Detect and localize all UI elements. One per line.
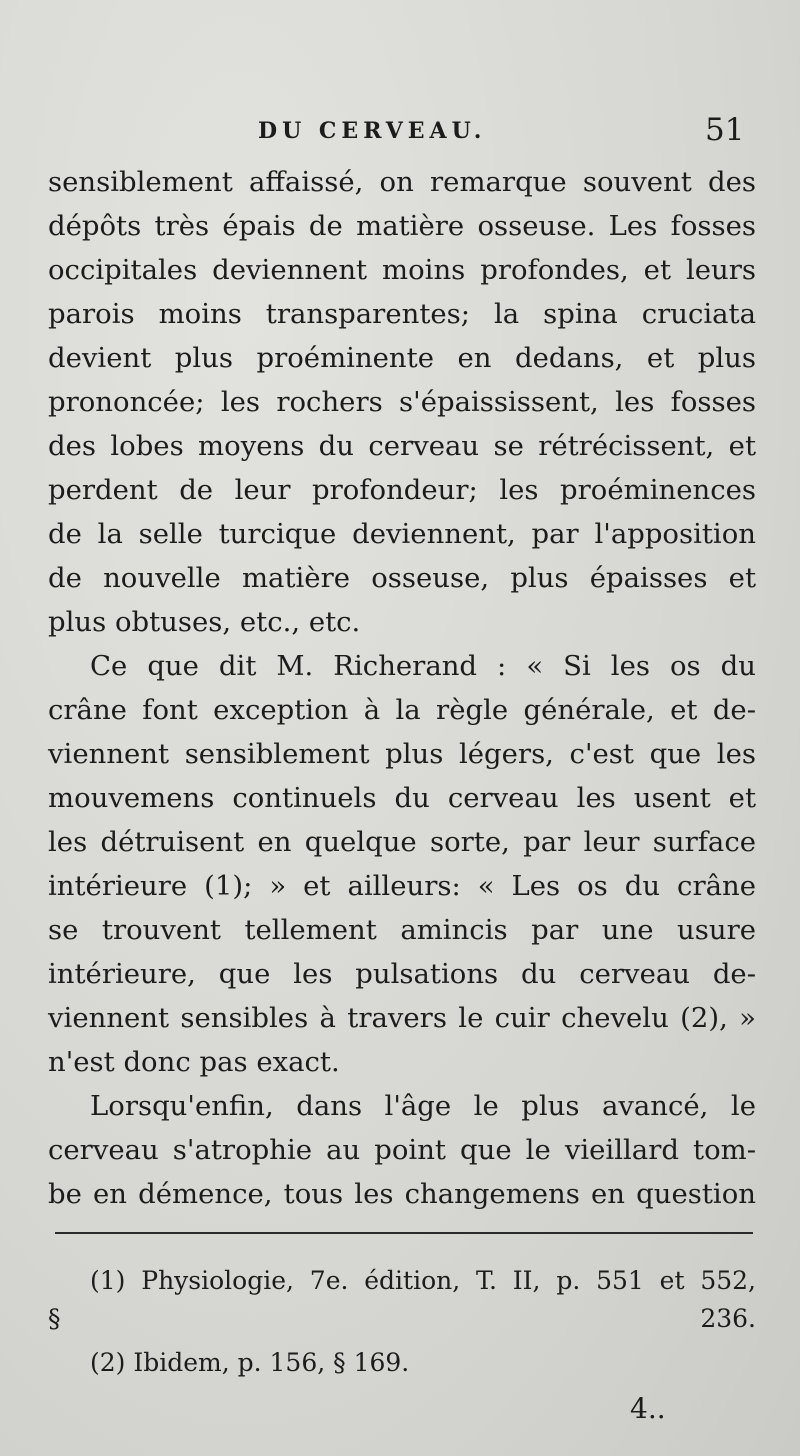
text-line: cerveau s'atrophie au point que le vieillard tom- — [48, 1134, 756, 1166]
footnote-1 — [48, 1262, 756, 1338]
footnotes — [48, 1262, 756, 1388]
text-line: devient plus proéminente en dedans, et plus — [48, 342, 756, 374]
footnote-line: (1) Physiologie, 7e. édition, T. II, p. 551 et 552, — [90, 1266, 756, 1295]
text-line: mouvemens continuels du cerveau les usent et — [48, 782, 756, 814]
text-line: crâne font exception à la règle générale, et de- — [48, 694, 756, 726]
text-line: sensiblement affaissé, on remarque souvent des — [48, 166, 756, 198]
text-line: viennent sensibles à travers le cuir chevelu (2), » — [48, 1002, 756, 1034]
text-line: Lorsqu'enfin, dans l'âge le plus avancé, le — [90, 1090, 756, 1122]
text-line: viennent sensiblement plus légers, c'est que les — [48, 738, 756, 770]
page-number: 51 — [705, 112, 745, 148]
text-line: Ce que dit M. Richerand : « Si les os du — [90, 650, 756, 682]
footnote-line: § 236. — [48, 1304, 756, 1333]
text-line: les détruisent en quelque sorte, par leur surface — [48, 826, 756, 858]
running-head: DU CERVEAU. — [258, 118, 487, 144]
text-line: be en démence, tous les changemens en question — [48, 1178, 756, 1210]
page-header — [0, 112, 800, 152]
signature-mark: 4.. — [630, 1392, 666, 1425]
text-line: de la selle turcique deviennent, par l'apposition — [48, 518, 756, 550]
text-line: intérieure (1); » et ailleurs: « Les os du crâne — [48, 870, 756, 902]
text-line: n'est donc pas exact. — [48, 1046, 340, 1078]
text-line: perdent de leur profondeur; les proéminences — [48, 474, 756, 506]
text-line: des lobes moyens du cerveau se rétrécissent, et — [48, 430, 756, 462]
paragraph-3 — [48, 1084, 756, 1216]
text-line: occipitales deviennent moins profondes, et leurs — [48, 254, 756, 286]
footnote-rule — [55, 1232, 753, 1234]
body-text — [48, 160, 756, 1216]
text-line: se trouvent tellement amincis par une usure — [48, 914, 756, 946]
footnote-2 — [48, 1344, 756, 1382]
text-line: prononcée; les rochers s'épaississent, les fosses — [48, 386, 756, 418]
footnote-line: (2) Ibidem, p. 156, § 169. — [90, 1348, 410, 1377]
text-line: intérieure, que les pulsations du cerveau de- — [48, 958, 756, 990]
text-line: plus obtuses, etc., etc. — [48, 606, 361, 638]
paragraph-1 — [48, 160, 756, 644]
text-line: dépôts très épais de matière osseuse. Les fosses — [48, 210, 756, 242]
text-line: de nouvelle matière osseuse, plus épaisses et — [48, 562, 756, 594]
paragraph-2 — [48, 644, 756, 1084]
text-line: parois moins transparentes; la spina cruciata — [48, 298, 756, 330]
